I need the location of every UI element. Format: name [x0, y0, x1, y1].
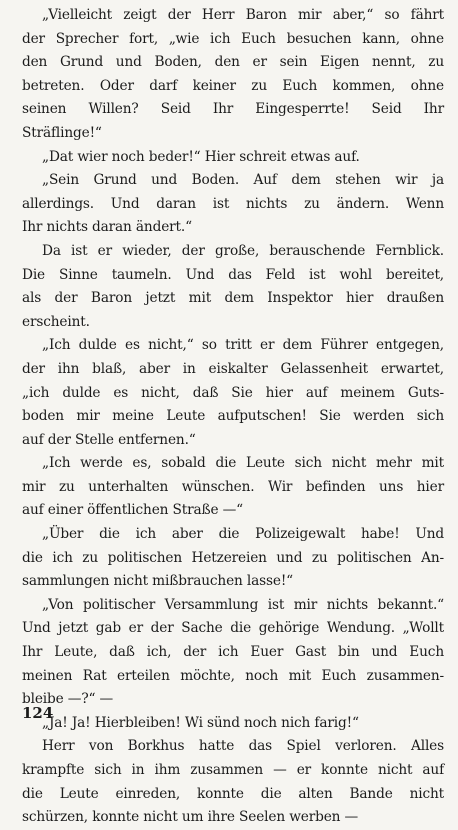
text-line: „Vielleicht zeigt der Herr Baron mir aber,“ so fährt [42, 7, 444, 23]
text-line: Da ist er wieder, der große, berauschende Fernblick. [42, 242, 444, 259]
text-line: auf der Stelle entfernen.“ [22, 431, 196, 448]
paragraph [22, 735, 444, 829]
paragraph [22, 4, 444, 146]
text-line: der ihn blaß, aber in eiskalter Gelassenheit erwartet, [22, 360, 444, 377]
paragraph [22, 240, 444, 334]
text-line: „Von politischer Versammlung ist mir nichts bekannt.“ [42, 596, 444, 613]
text-line: Ihr Leute, daß ich, der ich Euer Gast bin und Euch [22, 644, 444, 661]
text-line: „Dat wier noch beder!“ Hier schreit etwas auf. [42, 148, 360, 165]
text-line: Die Sinne taumeln. Und das Feld ist wohl bereitet, [22, 266, 444, 283]
paragraph [22, 169, 444, 240]
text-line: allerdings. Und daran ist nichts zu ändern. Wenn [22, 195, 444, 212]
text-line: schürzen, konnte nicht um ihre Seelen werben — [22, 809, 359, 826]
text-line: mir zu unterhalten wünschen. Wir befinden uns hier [22, 478, 444, 495]
text-line: seinen Willen? Seid Ihr Eingesperrte! Seid Ihr [22, 101, 444, 118]
paragraph [22, 594, 444, 712]
paragraph [22, 146, 444, 170]
text-line: „Ich dulde es nicht,“ so tritt er dem Führer entgegen, [42, 337, 444, 354]
text-line: den Grund und Boden, den er sein Eigen nennt, zu [22, 54, 444, 71]
text-line: „Sein Grund und Boden. Auf dem stehen wir ja [42, 172, 444, 189]
text-line: der Sprecher fort, „wie ich Euch besuchen kann, ohne [22, 30, 444, 47]
text-line: als der Baron jetzt mit dem Inspektor hier draußen [22, 290, 444, 307]
text-line: „ich dulde es nicht, daß Sie hier auf meinem Guts- [22, 384, 444, 401]
paragraph [22, 452, 444, 523]
text-line: Sträflinge!“ [22, 124, 102, 141]
text-line: auf einer öffentlichen Straße —“ [22, 502, 244, 519]
text-body [22, 4, 444, 830]
text-line: betreten. Oder darf keiner zu Euch kommen, ohne [22, 77, 444, 94]
text-line: sammlungen nicht mißbrauchen lasse!“ [22, 573, 294, 590]
text-line: erscheint. [22, 313, 90, 330]
page-number: 124 [22, 704, 54, 722]
text-line: krampfte sich in ihm zusammen — er konnte nicht auf [22, 762, 444, 778]
text-line: Herr von Borkhus hatte das Spiel verloren. Alles [42, 738, 444, 755]
text-line: „Ich werde es, sobald die Leute sich nicht mehr mit [42, 455, 444, 472]
paragraph [22, 712, 444, 736]
text-line: meinen Rat erteilen möchte, noch mit Euch zusammen- [22, 667, 444, 684]
text-line: „Ja! Ja! Hierbleiben! Wi sünd noch nich farig!“ [42, 714, 359, 731]
text-line: die ich zu politischen Hetzereien und zu politischen An- [22, 549, 444, 566]
text-line: boden mir meine Leute aufputschen! Sie werden sich [22, 408, 444, 425]
paragraph [22, 523, 444, 594]
text-line: die Leute einreden, konnte die alten Bande nicht [22, 785, 444, 802]
paragraph [22, 334, 444, 452]
text-line: Ihr nichts daran ändert.“ [22, 219, 192, 236]
text-line: bleibe —?“ — [22, 691, 114, 708]
text-line: „Über die ich aber die Polizeigewalt habe! Und [42, 526, 444, 543]
text-line: Und jetzt gab er der Sache die gehörige Wendung. „Wollt [22, 620, 444, 637]
